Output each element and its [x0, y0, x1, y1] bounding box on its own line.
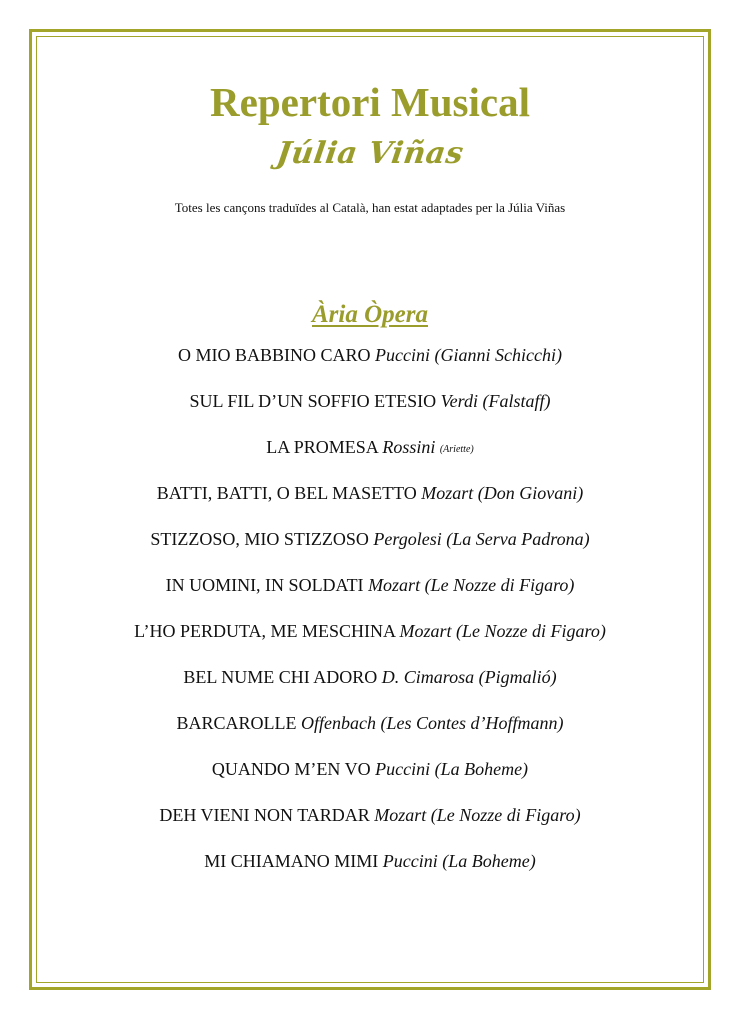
- song-item: [0, 340, 740, 386]
- song-item: [0, 754, 740, 800]
- song-work: (La Boheme): [442, 851, 536, 871]
- song-title: STIZZOSO, MIO STIZZOSO: [150, 529, 369, 549]
- song-title: L’HO PERDUTA, ME MESCHINA: [134, 621, 396, 641]
- document-title: Repertori Musical: [210, 79, 530, 125]
- song-composer: Pergolesi: [373, 529, 442, 549]
- song-item: [0, 570, 740, 616]
- song-work: (Le Nozze di Figaro): [430, 805, 581, 825]
- song-composer: Offenbach: [301, 713, 376, 733]
- song-title: LA PROMESA: [266, 437, 378, 457]
- song-composer: Puccini: [382, 851, 438, 871]
- song-title: BARCAROLLE: [176, 713, 297, 733]
- translation-note: Totes les cançons traduïdes al Català, han estat adaptades per la Júlia Viñas: [174, 200, 566, 215]
- song-list: [0, 340, 740, 892]
- song-title: O MIO BABBINO CARO: [178, 345, 371, 365]
- song-item: [0, 524, 740, 570]
- song-item: [0, 708, 740, 754]
- song-item: [0, 846, 740, 892]
- song-composer: Puccini: [375, 345, 431, 365]
- song-title: QUANDO M’EN VO: [211, 759, 371, 779]
- song-title: SUL FIL D’UN SOFFIO ETESIO: [189, 391, 437, 411]
- song-work: (Don Giovani): [477, 483, 584, 503]
- song-composer: Puccini: [375, 759, 431, 779]
- song-composer: Rossini: [382, 437, 436, 457]
- song-item: [0, 662, 740, 708]
- song-composer: Mozart: [399, 621, 452, 641]
- song-item: [0, 432, 740, 478]
- song-title: IN UOMINI, IN SOLDATI: [165, 575, 364, 595]
- song-item: [0, 800, 740, 846]
- song-composer: Mozart: [421, 483, 474, 503]
- section-title: [0, 298, 740, 332]
- song-composer: Mozart: [374, 805, 427, 825]
- song-composer: Mozart: [368, 575, 421, 595]
- song-work: (Ariette): [439, 444, 474, 455]
- song-work: (Falstaff): [482, 391, 551, 411]
- song-item: [0, 386, 740, 432]
- section-title-text: Ària Òpera: [312, 301, 428, 328]
- song-work: (Le Nozze di Figaro): [456, 621, 606, 641]
- song-work: (Pigmalió): [478, 667, 557, 687]
- song-title: BATTI, BATTI, O BEL MASETTO: [156, 483, 417, 503]
- song-item: [0, 478, 740, 524]
- song-title: DEH VIENI NON TARDAR: [159, 805, 370, 825]
- song-work: (Gianni Schicchi): [434, 345, 562, 365]
- song-work: (Le Nozze di Figaro): [424, 575, 575, 595]
- song-item: [0, 616, 740, 662]
- artist-name: Júlia Viñas: [274, 136, 466, 171]
- song-composer: D. Cimarosa: [381, 667, 475, 687]
- song-title: MI CHIAMANO MIMI: [204, 851, 379, 871]
- song-work: (Les Contes d’Hoffmann): [380, 713, 564, 733]
- song-title: BEL NUME CHI ADORO: [183, 667, 378, 687]
- song-composer: Verdi: [440, 391, 478, 411]
- song-work: (La Serva Padrona): [446, 529, 590, 549]
- song-work: (La Boheme): [434, 759, 529, 779]
